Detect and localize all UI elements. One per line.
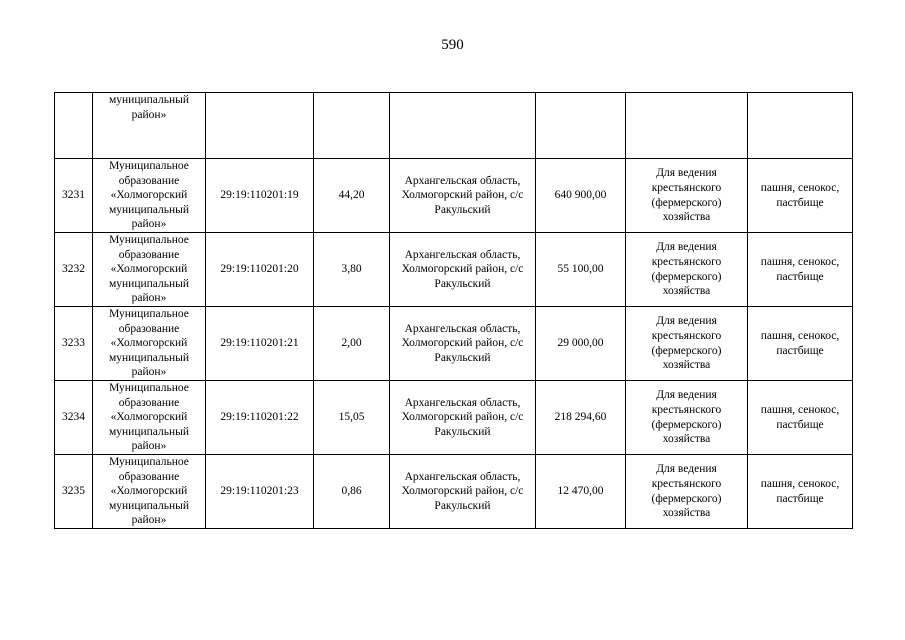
owner-cell: Муниципальное образование «Холмогорский муниципальный район»	[93, 381, 206, 455]
location-cell: Архангельская область, Холмогорский район, с/с Ракульский	[390, 233, 536, 307]
area-cell: 3,80	[314, 233, 390, 307]
owner-cell	[93, 93, 206, 159]
purpose-cell: Для ведения крестьянского (фермерского) хозяйства	[626, 159, 748, 233]
location-cell: Архангельская область, Холмогорский район, с/с Ракульский	[390, 455, 536, 529]
use-cell: пашня, сенокос, пастбище	[748, 455, 853, 529]
owner-cell: Муниципальное образование «Холмогорский муниципальный район»	[93, 233, 206, 307]
use-cell: пашня, сенокос, пастбище	[748, 381, 853, 455]
value-cell	[536, 93, 626, 159]
area-cell: 0,86	[314, 455, 390, 529]
page-number: 590	[441, 37, 464, 53]
table-row	[55, 381, 853, 455]
purpose-cell: Для ведения крестьянского (фермерского) хозяйства	[626, 381, 748, 455]
value-cell: 218 294,60	[536, 381, 626, 455]
use-cell	[748, 93, 853, 159]
location-cell: Архангельская область, Холмогорский район, с/с Ракульский	[390, 307, 536, 381]
use-cell: пашня, сенокос, пастбище	[748, 307, 853, 381]
use-cell: пашня, сенокос, пастбище	[748, 159, 853, 233]
cadastral-cell	[206, 93, 314, 159]
num-cell: 3233	[55, 307, 93, 381]
cadastral-cell: 29:19:110201:22	[206, 381, 314, 455]
location-cell: Архангельская область, Холмогорский район, с/с Ракульский	[390, 381, 536, 455]
num-cell: 3235	[55, 455, 93, 529]
num-cell: 3232	[55, 233, 93, 307]
num-cell: 3231	[55, 159, 93, 233]
owner-cell: Муниципальное образование «Холмогорский муниципальный район»	[93, 159, 206, 233]
purpose-cell: Для ведения крестьянского (фермерского) хозяйства	[626, 307, 748, 381]
use-cell: пашня, сенокос, пастбище	[748, 233, 853, 307]
cadastral-cell: 29:19:110201:20	[206, 233, 314, 307]
value-cell: 55 100,00	[536, 233, 626, 307]
area-cell: 44,20	[314, 159, 390, 233]
table-row	[55, 307, 853, 381]
table-row	[55, 233, 853, 307]
continuation-row	[55, 93, 853, 159]
location-cell: Архангельская область, Холмогорский район, с/с Ракульский	[390, 159, 536, 233]
num-cell: 3234	[55, 381, 93, 455]
num-cell	[55, 93, 93, 159]
cadastral-cell: 29:19:110201:21	[206, 307, 314, 381]
table-row	[55, 159, 853, 233]
value-cell: 12 470,00	[536, 455, 626, 529]
owner-text: муниципальный район»	[108, 94, 190, 121]
purpose-cell: Для ведения крестьянского (фермерского) хозяйства	[626, 455, 748, 529]
cadastral-cell: 29:19:110201:19	[206, 159, 314, 233]
area-cell: 15,05	[314, 381, 390, 455]
value-cell: 29 000,00	[536, 307, 626, 381]
value-cell: 640 900,00	[536, 159, 626, 233]
owner-cell: Муниципальное образование «Холмогорский муниципальный район»	[93, 455, 206, 529]
table-row	[55, 455, 853, 529]
purpose-cell: Для ведения крестьянского (фермерского) хозяйства	[626, 233, 748, 307]
purpose-cell	[626, 93, 748, 159]
owner-cell: Муниципальное образование «Холмогорский муниципальный район»	[93, 307, 206, 381]
area-cell	[314, 93, 390, 159]
location-cell	[390, 93, 536, 159]
area-cell: 2,00	[314, 307, 390, 381]
cadastral-cell: 29:19:110201:23	[206, 455, 314, 529]
land-registry-table	[54, 92, 853, 529]
